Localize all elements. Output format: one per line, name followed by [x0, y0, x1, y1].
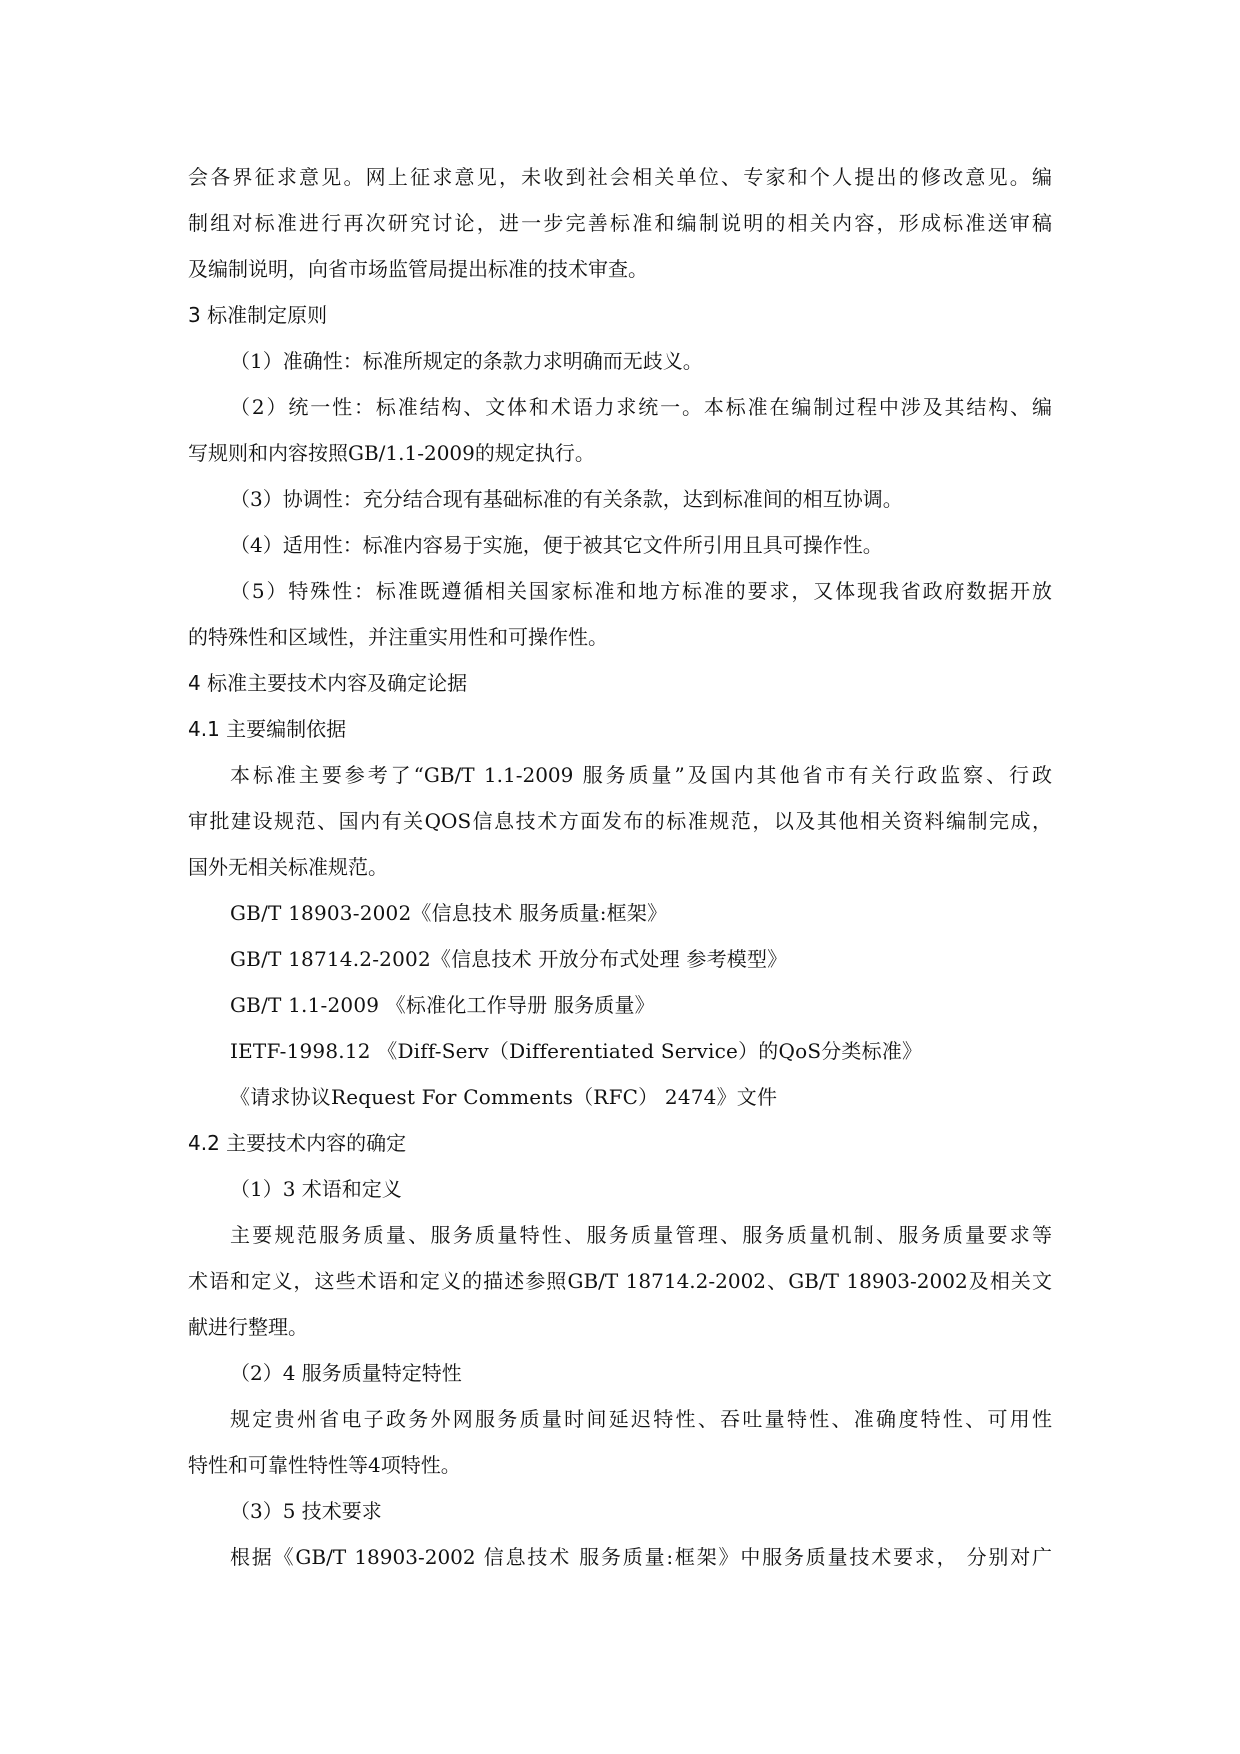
document-page	[188, 154, 1052, 1580]
subsection-heading: 4.2 主要技术内容的确定	[188, 1131, 407, 1155]
reference-item: GB/T 1.1-2009 《标准化工作导册 服务质量》	[230, 993, 655, 1017]
list-item: （2）统一性：标准结构、文体和术语力求统一。本标准在编制过程中涉及其结构、编	[230, 395, 1052, 419]
paragraph-line: 根据《GB/T 18903-2002 信息技术 服务质量:框架》中服务质量技术要求， 分别对广	[230, 1545, 1052, 1569]
list-item: （5）特殊性：标准既遵循相关国家标准和地方标准的要求，又体现我省政府数据开放	[230, 579, 1052, 603]
list-item: （1）准确性：标准所规定的条款力求明确而无歧义。	[230, 349, 703, 373]
list-item: （3）5 技术要求	[230, 1499, 382, 1523]
paragraph-line: 国外无相关标准规范。	[188, 855, 388, 879]
reference-item: IETF-1998.12 《Diff-Serv（Differentiated Service）的QoS分类标准》	[230, 1039, 923, 1063]
list-item: （2）4 服务质量特定特性	[230, 1361, 462, 1385]
paragraph-line: 主要规范服务质量、服务质量特性、服务质量管理、服务质量机制、服务质量要求等	[230, 1223, 1052, 1247]
paragraph-line: 写规则和内容按照GB/1.1-2009的规定执行。	[188, 441, 595, 465]
paragraph-line: 审批建设规范、国内有关QOS信息技术方面发布的标准规范，以及其他相关资料编制完成，	[188, 809, 1052, 833]
list-item: （4）适用性：标准内容易于实施，便于被其它文件所引用且具可操作性。	[230, 533, 883, 557]
subsection-heading: 4.1 主要编制依据	[188, 717, 347, 741]
paragraph-line: 会各界征求意见。网上征求意见，未收到社会相关单位、专家和个人提出的修改意见。编	[188, 165, 1052, 189]
paragraph-line: 的特殊性和区域性，并注重实用性和可操作性。	[188, 625, 608, 649]
section-heading: 3 标准制定原则	[188, 303, 328, 327]
paragraph-line: 献进行整理。	[188, 1315, 308, 1339]
reference-item: 《请求协议Request For Comments（RFC） 2474》文件	[230, 1085, 778, 1109]
list-item: （3）协调性：充分结合现有基础标准的有关条款，达到标准间的相互协调。	[230, 487, 903, 511]
paragraph-line: 本标准主要参考了“GB/T 1.1-2009 服务质量”及国内其他省市有关行政监察、行政	[230, 763, 1052, 787]
list-item: （1）3 术语和定义	[230, 1177, 402, 1201]
reference-item: GB/T 18714.2-2002《信息技术 开放分布式处理 参考模型》	[230, 947, 788, 971]
paragraph-line: 制组对标准进行再次研究讨论，进一步完善标准和编制说明的相关内容，形成标准送审稿	[188, 211, 1052, 235]
section-heading: 4 标准主要技术内容及确定论据	[188, 671, 468, 695]
paragraph-line: 规定贵州省电子政务外网服务质量时间延迟特性、吞吐量特性、准确度特性、可用性	[230, 1407, 1052, 1431]
paragraph-line: 及编制说明，向省市场监管局提出标准的技术审查。	[188, 257, 648, 281]
reference-item: GB/T 18903-2002《信息技术 服务质量:框架》	[230, 901, 668, 925]
paragraph-line: 术语和定义，这些术语和定义的描述参照GB/T 18714.2-2002、GB/T 18903-2002及相关文	[188, 1269, 1052, 1293]
paragraph-line: 特性和可靠性特性等4项特性。	[188, 1453, 461, 1477]
